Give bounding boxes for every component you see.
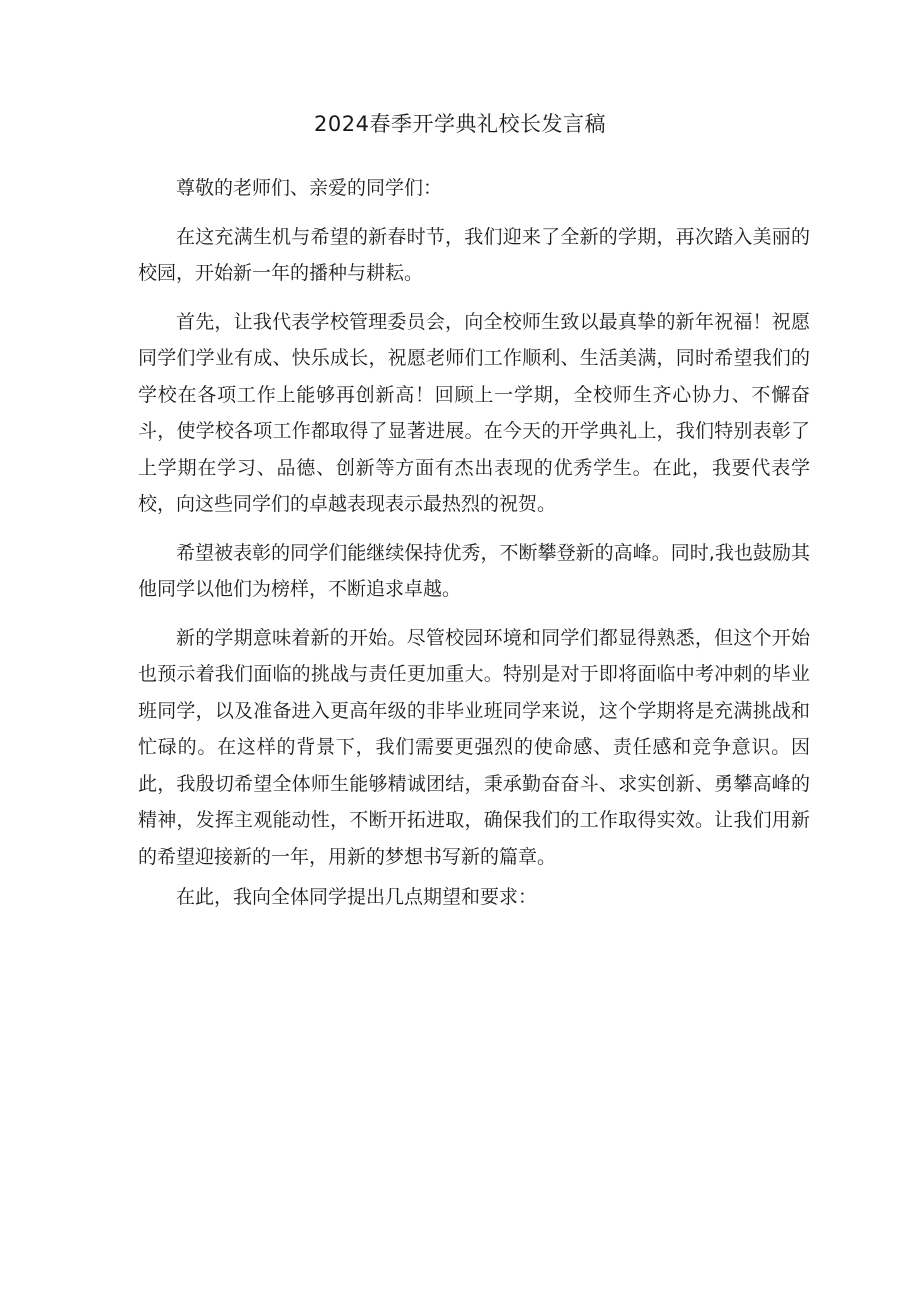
paragraph-5: 在此，我向全体同学提出几点期望和要求： [176, 886, 538, 908]
paragraph-3: 希望被表彰的同学们能继续保持优秀，不断攀登新的高峰。同时,我也鼓励其他同学以他们为榜样，不断追求卓越。 [138, 541, 810, 600]
paragraph-2: 首先，让我代表学校管理委员会，向全校师生致以最真挚的新年祝福！祝愿同学们学业有成、快乐成长，祝愿老师们工作顺利、生活美满，同时希望我们的学校在各项工作上能够再创新高！回顾上一学期，全校师生齐心协力、不懈奋斗，使学校各项工作都取得了显著进展。在今天的开学典礼上，我们特别表彰了上学期在学习、品德、创新等方面有杰出表现的优秀学生。在此，我要代表学校，向这些同学们的卓越表现表示最热烈的祝贺。 [138, 310, 810, 515]
paragraph-4: 新的学期意味着新的开始。尽管校园环境和同学们都显得熟悉，但这个开始也预示着我们面临的挑战与责任更加重大。特别是对于即将面临中考冲刺的毕业班同学，以及准备进入更高年级的非毕业班同学来说，这个学期将是充满挑战和忙碌的。在这样的背景下，我们需要更强烈的使命感、责任感和竞争意识。因此，我殷切希望全体师生能够精诚团结，秉承勤奋奋斗、求实创新、勇攀高峰的精神，发挥主观能动性，不断开拓进取，确保我们的工作取得实效。让我们用新的希望迎接新的一年，用新的梦想书写新的篇章。 [138, 626, 810, 868]
document-body [138, 170, 810, 916]
salutation: 尊敬的老师们、亲爱的同学们： [176, 177, 443, 199]
document-title: 2024春季开学典礼校长发言稿 [314, 112, 606, 136]
paragraph-1: 在这充满生机与希望的新春时节，我们迎来了全新的学期，再次踏入美丽的校园，开始新一年的播种与耕耘。 [138, 225, 810, 284]
